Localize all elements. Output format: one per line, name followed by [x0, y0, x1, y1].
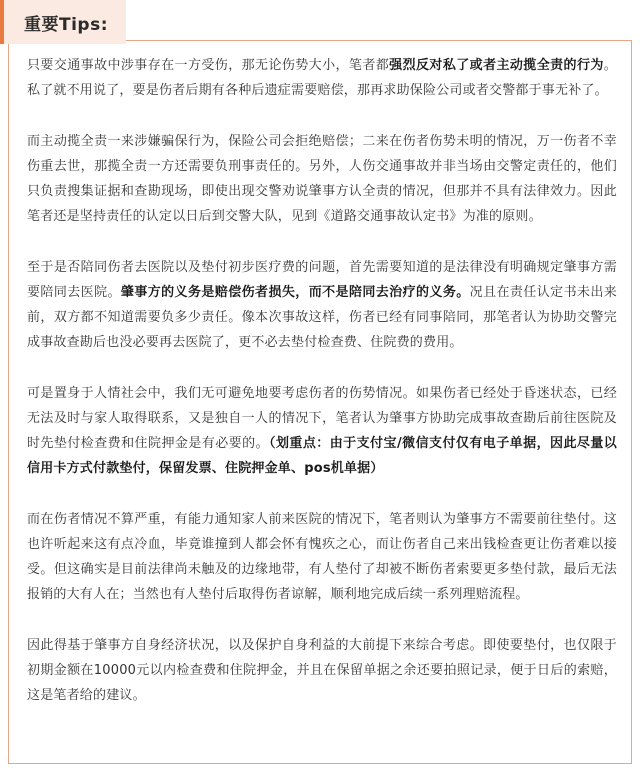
- p5-run-1: 而在伤者情况不算严重，有能力通知家人前来医院的情况下，笔者则认为肇事方不需要前往垫付。这也许听起来这有点冷血，毕竟谁撞到人都会怀有愧疚之心，而让伤者自己来出钱检查更让伤者难以接受。但这确实是目前法律尚未触及的边缘地带，有人垫付了却被不断伤者索要更多垫付款，最后无法报销的大有人在；当然也有人垫付后取得伤者谅解，顺利地完成后续一系列理赔流程。: [27, 512, 617, 602]
- tips-content-box: [8, 40, 632, 764]
- paragraph-2: [27, 129, 617, 229]
- paragraph-3: [27, 255, 617, 355]
- p2-run-1: 而主动揽全责一来涉嫌骗保行为，保险公司会拒绝赔偿；二来在伤者伤势未明的情况，万一伤者不幸伤重去世，那揽全责一方还需要负刑事责任的。另外，人伤交通事故并非当场由交警定责任的，他们只负责搜集证据和查勘现场，即使出现交警劝说肇事方认全责的情况，但那并不具有法律效力。因此笔者还是坚持责任的认定以日后到交警大队，见到《道路交通事故认定书》为准的原则。: [27, 134, 617, 224]
- p3-run-1: 至于是否陪同伤者去医院以及垫付初步医疗费的问题，首先需要知道的是法律没有明确规定肇事方需要陪同去医院。: [27, 260, 617, 300]
- paragraph-6: [27, 633, 617, 708]
- p4-run-1: 可是置身于人情社会中，我们无可避免地要考虑伤者的伤势情况。如果伤者已经处于昏迷状态，已经无法及时与家人取得联系，又是独自一人的情况下，笔者认为肇事方协助完成事故查勘后前往医院及时先垫付检查费和住院押金是有必要的。: [27, 386, 617, 451]
- p1-run-2-bold: 强烈反对私了或者主动揽全责的行为: [389, 58, 604, 73]
- paragraph-1: [27, 53, 617, 103]
- p4-run-2-bold: （划重点：由于支付宝/微信支付仅有电子单据，因此尽量以信用卡方式付款垫付，保留发票、住院押金单、pos机单据）: [27, 436, 617, 476]
- p6-run-1: 因此得基于肇事方自身经济状况，以及保护自身利益的大前提下来综合考虑。即使要垫付，也仅限于初期金额在10000元以内检查费和住院押金，并且在保留单据之余还要拍照记录，便于日后的索赔，这是笔者给的建议。: [27, 638, 617, 703]
- tips-title-tab: [0, 0, 126, 44]
- paragraph-5: [27, 507, 617, 607]
- p1-run-1: 只要交通事故中涉事存在一方受伤，那无论伤势大小，笔者都: [27, 58, 390, 73]
- p3-run-2-bold: 肇事方的义务是赔偿伤者损失，而不是陪同去治疗的义务。: [120, 285, 470, 300]
- p1-run-3: 。私了就不用说了，要是伤者后期有各种后遗症需要赔偿，那再求助保险公司或者交警都于事无补了。: [27, 58, 617, 98]
- p3-run-3: 况且在责任认定书未出来前，双方都不知道需要负多少责任。像本次事故这样，伤者已经有同事陪同，那笔者认为协助交警完成事故查勘后也没必要再去医院了，更不必去垫付检查费、住院费的费用。: [27, 285, 618, 350]
- paragraph-4: [27, 381, 617, 481]
- tips-title: 重要Tips:: [24, 14, 109, 35]
